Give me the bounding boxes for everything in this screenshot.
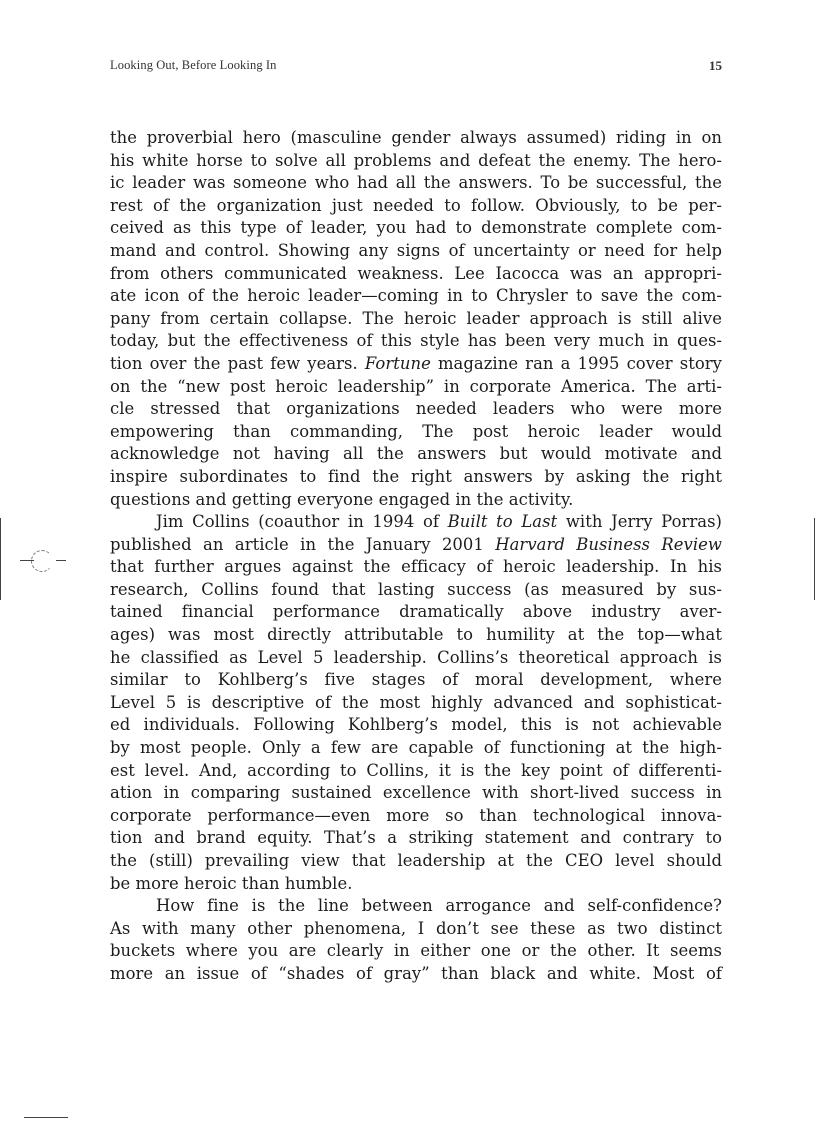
crop-mark-left [0,518,1,600]
crop-mark-right [814,518,815,600]
text-line: As with many other phenomena, I don’t see these as two distinct [110,918,722,938]
text-run: published an article in the January 2001 [110,534,496,554]
text-line: inspire subordinates to find the right answers by asking the right [110,466,722,486]
text-line: buckets where you are clearly in either one or the other. It seems [110,941,722,961]
text-line: est level. And, according to Collins, it is the key point of differenti- [110,760,722,780]
crop-mark-bottom [24,1117,68,1118]
text-line: by most people. Only a few are capable of functioning at the high- [110,738,722,758]
text-line [110,511,722,534]
text-line: today, but the effectiveness of this style has been very much in ques- [110,331,722,351]
text-line: ation in comparing sustained excellence with short-lived success in [110,783,722,803]
text-run: with Jerry Porras) [557,512,722,532]
registration-mark-icon [31,550,53,572]
text-line: tained financial performance dramatically above industry aver- [110,602,722,622]
text-run: Jim Collins (coauthor in 1994 of [156,512,448,532]
text-line: acknowledge not having all the answers but would motivate and [110,444,722,464]
text-line: more an issue of “shades of gray” than black and white. Most of [110,963,722,983]
text-line: ages) was most directly attributable to humility at the top—what [110,625,722,645]
page-number: 15 [709,58,722,73]
text-line: empowering than commanding, The post heroic leader would [110,421,722,441]
text-line: the proverbial hero (masculine gender always assumed) riding in on [110,128,722,147]
text-line: mand and control. Showing any signs of uncertainty or need for help [110,240,722,260]
text-run: tion over the past few years. [110,353,365,373]
text-line: corporate performance—even more so than technological innova- [110,805,722,825]
text-run: magazine ran a 1995 cover story [430,353,722,373]
text-line: How fine is the line between arrogance and self-confidence? [156,896,722,916]
text-line: ceived as this type of leader, you had to demonstrate complete com- [110,218,722,238]
text-line: pany from certain collapse. The heroic leader approach is still alive [110,308,722,328]
italic-title-hbr: Harvard Business Review [495,534,722,554]
text-line [110,353,722,376]
text-line: rest of the organization just needed to follow. Obviously, to be per- [110,195,722,215]
text-line: tion and brand equity. That’s a striking statement and contrary to [110,828,722,848]
text-line: he classified as Level 5 leadership. Collins’s theoretical approach is [110,647,722,667]
text-line: from others communicated weakness. Lee Iacocca was an appropri- [110,263,722,283]
running-title: Looking Out, Before Looking In [110,58,277,72]
running-head [110,58,722,78]
text-line: on the “new post heroic leadership” in corporate America. The arti- [110,376,722,396]
text-line: his white horse to solve all problems and defeat the enemy. The hero- [110,150,722,170]
text-line: research, Collins found that lasting success (as measured by sus- [110,579,722,599]
text-line: ate icon of the heroic leader—coming in to Chrysler to save the com- [110,286,722,306]
text-line [110,534,722,557]
registration-tick-right [56,560,66,561]
italic-title-fortune: Fortune [364,353,431,373]
text-line: ed individuals. Following Kohlberg’s model, this is not achievable [110,715,722,735]
italic-title-built-to-last: Built to Last [447,512,558,532]
text-line: that further argues against the efficacy of heroic leadership. In his [110,557,722,577]
text-line: similar to Kohlberg’s five stages of moral development, where [110,670,722,690]
text-line: be more heroic than humble. [110,873,353,893]
text-line: Level 5 is descriptive of the most highly advanced and sophisticat- [110,692,722,712]
body-text [110,127,722,986]
text-line: ic leader was someone who had all the answers. To be successful, the [110,173,722,193]
text-line: questions and getting everyone engaged in the activity. [110,489,574,509]
text-line: the (still) prevailing view that leadership at the CEO level should [110,851,722,870]
text-line: cle stressed that organizations needed leaders who were more [110,399,722,419]
